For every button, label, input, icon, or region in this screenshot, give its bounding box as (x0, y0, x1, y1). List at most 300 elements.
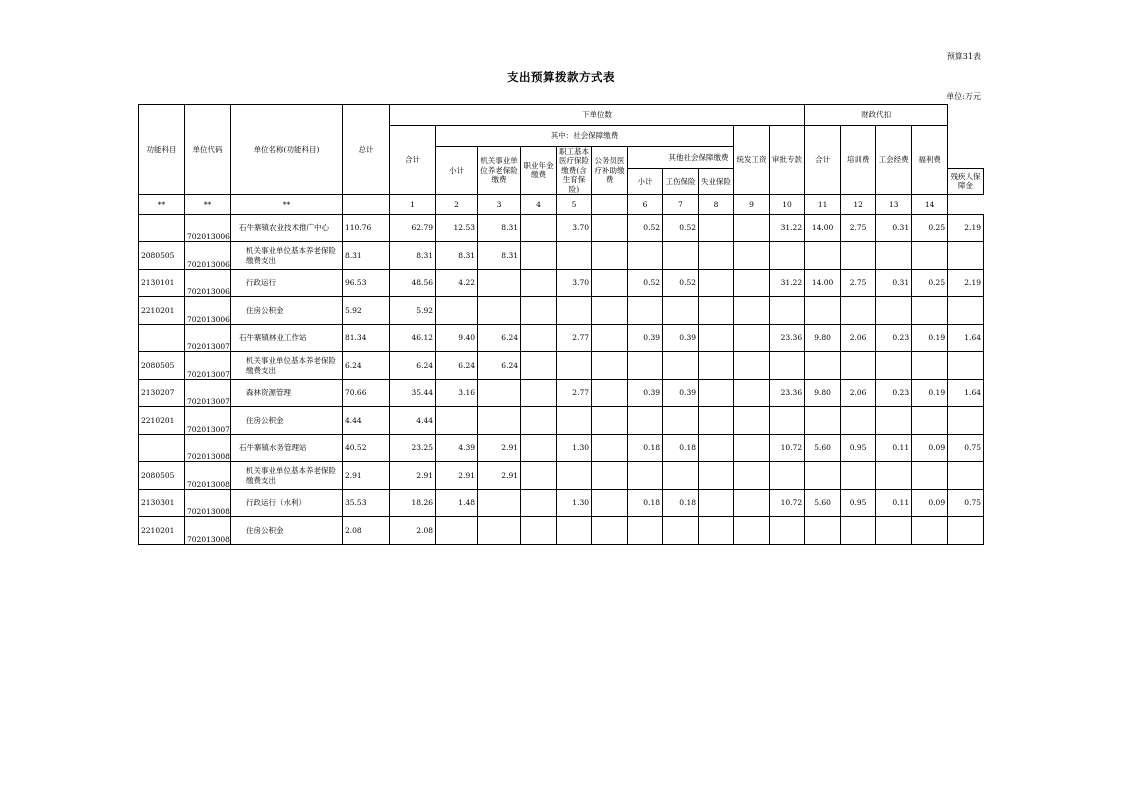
training-cell: 0.31 (876, 269, 912, 297)
medical-cell: 1.30 (557, 434, 592, 462)
header-other-subtotal: 小计 (628, 168, 663, 194)
injury-cell (663, 462, 699, 490)
func-subject-cell: 2210201 (139, 517, 185, 545)
unit-name-cell: 住房公积金 (231, 407, 343, 435)
other-subtotal-cell: 0.39 (628, 324, 663, 352)
union-fee-cell: 0.25 (912, 214, 948, 242)
unemployment-cell (699, 379, 734, 407)
index-cell: ** (185, 194, 231, 214)
civil-medical-cell (592, 407, 628, 435)
annuity-cell (521, 434, 557, 462)
subtotal-cell: 18.26 (390, 489, 436, 517)
injury-cell (663, 297, 699, 325)
pension-cell (478, 269, 521, 297)
unified-wage-cell: 10.72 (770, 434, 805, 462)
fiscal-subtotal-cell (841, 297, 876, 325)
ss-subtotal-cell: 4.39 (436, 434, 478, 462)
disability-cell (734, 434, 770, 462)
annuity-cell (521, 517, 557, 545)
training-cell: 0.23 (876, 324, 912, 352)
unit-code-cell: 702013008 (185, 434, 231, 462)
unemployment-cell (699, 242, 734, 270)
injury-cell: 0.52 (663, 269, 699, 297)
welfare-cell (948, 517, 984, 545)
welfare-cell: 1.64 (948, 324, 984, 352)
table-body (139, 194, 984, 544)
unified-wage-cell (770, 407, 805, 435)
func-subject-cell: 2210201 (139, 297, 185, 325)
medical-cell (557, 297, 592, 325)
approved-fund-cell (805, 242, 841, 270)
unit-name-cell: 行政运行（水利） (231, 489, 343, 517)
pension-cell (478, 379, 521, 407)
table-row (139, 242, 984, 270)
ss-subtotal-cell: 6.24 (436, 352, 478, 380)
unit-code-cell: 702013006 (185, 214, 231, 242)
fiscal-subtotal-cell: 2.06 (841, 379, 876, 407)
approved-fund-cell (805, 352, 841, 380)
unemployment-cell (699, 407, 734, 435)
civil-medical-cell (592, 324, 628, 352)
header-ss-subtotal: 小计 (436, 147, 478, 195)
unemployment-cell (699, 517, 734, 545)
index-cell: 11 (805, 194, 841, 214)
index-cell: 1 (390, 194, 436, 214)
total-cell: 96.53 (343, 269, 390, 297)
header-pension: 机关事业单位养老保险缴费 (478, 147, 521, 195)
disability-cell (734, 242, 770, 270)
unified-wage-cell: 23.36 (770, 324, 805, 352)
injury-cell (663, 352, 699, 380)
welfare-cell: 1.64 (948, 379, 984, 407)
document-id: 预算31表 (946, 52, 981, 61)
unemployment-cell (699, 462, 734, 490)
header-disability: 残疾人保障金 (948, 168, 984, 194)
subtotal-cell: 46.12 (390, 324, 436, 352)
welfare-cell (948, 297, 984, 325)
civil-medical-cell (592, 462, 628, 490)
approved-fund-cell (805, 407, 841, 435)
subtotal-cell: 5.92 (390, 297, 436, 325)
total-cell: 8.31 (343, 242, 390, 270)
header-annuity: 职业年金缴费 (521, 147, 557, 195)
union-fee-cell: 0.19 (912, 324, 948, 352)
other-subtotal-cell (628, 352, 663, 380)
approved-fund-cell: 5.60 (805, 489, 841, 517)
subtotal-cell: 23.25 (390, 434, 436, 462)
unemployment-cell (699, 489, 734, 517)
header-unified-wage: 统发工资 (734, 126, 770, 195)
header-lower-unit: 下单位数 (390, 105, 805, 126)
training-cell: 0.23 (876, 379, 912, 407)
other-subtotal-cell: 0.52 (628, 269, 663, 297)
func-subject-cell: 2130301 (139, 489, 185, 517)
unified-wage-cell: 31.22 (770, 214, 805, 242)
injury-cell (663, 407, 699, 435)
table-row (139, 324, 984, 352)
annuity-cell (521, 242, 557, 270)
pension-cell (478, 489, 521, 517)
table-row (139, 379, 984, 407)
unemployment-cell (699, 269, 734, 297)
other-subtotal-cell: 0.18 (628, 434, 663, 462)
table-row (139, 517, 984, 545)
header-social-security: 其中：社会保障缴费 (436, 126, 734, 147)
disability-cell (734, 462, 770, 490)
pension-cell (478, 297, 521, 325)
other-subtotal-cell: 0.39 (628, 379, 663, 407)
total-cell: 2.91 (343, 462, 390, 490)
welfare-cell: 2.19 (948, 269, 984, 297)
union-fee-cell (912, 297, 948, 325)
ss-subtotal-cell: 4.22 (436, 269, 478, 297)
unit-code-cell: 702013007 (185, 407, 231, 435)
disability-cell (734, 324, 770, 352)
ss-subtotal-cell (436, 517, 478, 545)
injury-cell: 0.18 (663, 434, 699, 462)
pension-cell (478, 407, 521, 435)
unemployment-cell (699, 352, 734, 380)
welfare-cell: 2.19 (948, 214, 984, 242)
unit-code-cell: 702013007 (185, 352, 231, 380)
annuity-cell (521, 214, 557, 242)
fiscal-subtotal-cell (841, 462, 876, 490)
medical-cell: 2.77 (557, 379, 592, 407)
total-cell: 35.53 (343, 489, 390, 517)
unit-code-cell: 702013008 (185, 489, 231, 517)
medical-cell (557, 352, 592, 380)
unified-wage-cell: 23.36 (770, 379, 805, 407)
index-cell: 5 (557, 194, 592, 214)
func-subject-cell (139, 214, 185, 242)
page-title: 支出预算拨款方式表 (507, 70, 615, 84)
unit-code-cell: 702013008 (185, 517, 231, 545)
pension-cell: 2.91 (478, 462, 521, 490)
unified-wage-cell: 31.22 (770, 269, 805, 297)
unit-name-cell: 住房公积金 (231, 517, 343, 545)
header-unemployment: 失业保险 (699, 168, 734, 194)
index-cell: ** (139, 194, 185, 214)
table-row (139, 297, 984, 325)
training-cell (876, 462, 912, 490)
fiscal-subtotal-cell: 2.75 (841, 214, 876, 242)
func-subject-cell: 2130207 (139, 379, 185, 407)
header-medical: 职工基本医疗保险缴费(含生育保险) (557, 147, 592, 195)
unified-wage-cell (770, 462, 805, 490)
medical-cell (557, 462, 592, 490)
disability-cell (734, 489, 770, 517)
training-cell (876, 407, 912, 435)
injury-cell: 0.52 (663, 214, 699, 242)
total-cell: 110.76 (343, 214, 390, 242)
subtotal-cell: 2.91 (390, 462, 436, 490)
disability-cell (734, 517, 770, 545)
pension-cell: 6.24 (478, 352, 521, 380)
unified-wage-cell (770, 242, 805, 270)
unit-code-cell: 702013008 (185, 462, 231, 490)
total-cell: 40.52 (343, 434, 390, 462)
budget-table (138, 104, 984, 545)
fiscal-subtotal-cell: 2.06 (841, 324, 876, 352)
approved-fund-cell: 9.80 (805, 379, 841, 407)
header-training: 培训费 (841, 126, 876, 195)
injury-cell: 0.18 (663, 489, 699, 517)
unit-code-cell: 702013006 (185, 297, 231, 325)
fiscal-subtotal-cell (841, 352, 876, 380)
fiscal-subtotal-cell (841, 517, 876, 545)
header-unit-code: 单位代码 (185, 105, 231, 195)
civil-medical-cell (592, 517, 628, 545)
index-cell: 13 (876, 194, 912, 214)
subtotal-cell: 62.79 (390, 214, 436, 242)
fiscal-subtotal-cell (841, 242, 876, 270)
other-subtotal-cell (628, 242, 663, 270)
union-fee-cell (912, 352, 948, 380)
civil-medical-cell (592, 352, 628, 380)
unit-code-cell: 702013007 (185, 324, 231, 352)
unemployment-cell (699, 434, 734, 462)
union-fee-cell: 0.25 (912, 269, 948, 297)
annuity-cell (521, 489, 557, 517)
total-cell: 5.92 (343, 297, 390, 325)
header-unit-name: 单位名称(功能科目) (231, 105, 343, 195)
fiscal-subtotal-cell (841, 407, 876, 435)
annuity-cell (521, 407, 557, 435)
unit-name-cell: 石牛寨镇水务管理站 (231, 434, 343, 462)
subtotal-cell: 4.44 (390, 407, 436, 435)
header-union-fee: 工会经费 (876, 126, 912, 195)
disability-cell (734, 297, 770, 325)
unit-name-cell: 森林资源管理 (231, 379, 343, 407)
unit-code-cell: 702013006 (185, 269, 231, 297)
subtotal-cell: 8.31 (390, 242, 436, 270)
training-cell (876, 352, 912, 380)
annuity-cell (521, 297, 557, 325)
total-cell: 70.66 (343, 379, 390, 407)
header-fiscal-deduct: 财政代扣 (805, 105, 948, 126)
pension-cell (478, 517, 521, 545)
medical-cell: 3.70 (557, 269, 592, 297)
injury-cell: 0.39 (663, 324, 699, 352)
unit-name-cell: 石牛寨镇农业技术推广中心 (231, 214, 343, 242)
header-func-subject: 功能科目 (139, 105, 185, 195)
ss-subtotal-cell: 9.40 (436, 324, 478, 352)
index-cell: 4 (521, 194, 557, 214)
unit-name-cell: 机关事业单位基本养老保险缴费支出 (231, 462, 343, 490)
unit-name-cell: 石牛寨镇林业工作站 (231, 324, 343, 352)
func-subject-cell (139, 324, 185, 352)
pension-cell: 8.31 (478, 214, 521, 242)
unit-name-cell: 机关事业单位基本养老保险缴费支出 (231, 242, 343, 270)
civil-medical-cell (592, 434, 628, 462)
training-cell: 0.11 (876, 434, 912, 462)
header-subtotal: 合计 (390, 126, 436, 195)
func-subject-cell: 2130101 (139, 269, 185, 297)
medical-cell (557, 407, 592, 435)
disability-cell (734, 407, 770, 435)
civil-medical-cell (592, 242, 628, 270)
header-welfare: 福利费 (912, 126, 948, 195)
subtotal-cell: 2.08 (390, 517, 436, 545)
annuity-cell (521, 324, 557, 352)
index-cell (343, 194, 390, 214)
medical-cell: 3.70 (557, 214, 592, 242)
table-header (139, 105, 984, 195)
approved-fund-cell (805, 297, 841, 325)
civil-medical-cell (592, 489, 628, 517)
index-cell: 3 (478, 194, 521, 214)
training-cell: 0.11 (876, 489, 912, 517)
unemployment-cell (699, 214, 734, 242)
union-fee-cell: 0.19 (912, 379, 948, 407)
ss-subtotal-cell: 12.53 (436, 214, 478, 242)
func-subject-cell: 2080505 (139, 242, 185, 270)
disability-cell (734, 269, 770, 297)
injury-cell: 0.39 (663, 379, 699, 407)
subtotal-cell: 35.44 (390, 379, 436, 407)
index-cell: 2 (436, 194, 478, 214)
unit-name-cell: 机关事业单位基本养老保险缴费支出 (231, 352, 343, 380)
total-cell: 2.08 (343, 517, 390, 545)
func-subject-cell: 2080505 (139, 462, 185, 490)
annuity-cell (521, 269, 557, 297)
pension-cell: 2.91 (478, 434, 521, 462)
disability-cell (734, 214, 770, 242)
func-subject-cell (139, 434, 185, 462)
index-cell: 6 (628, 194, 663, 214)
ss-subtotal-cell (436, 407, 478, 435)
unit-label: 单位:万元 (946, 92, 981, 101)
func-subject-cell: 2080505 (139, 352, 185, 380)
header-approved-fund: 审批专款 (770, 126, 805, 195)
welfare-cell: 0.75 (948, 489, 984, 517)
index-cell: 7 (663, 194, 699, 214)
welfare-cell (948, 352, 984, 380)
ss-subtotal-cell: 2.91 (436, 462, 478, 490)
unified-wage-cell (770, 517, 805, 545)
approved-fund-cell: 9.80 (805, 324, 841, 352)
unit-code-cell: 702013006 (185, 242, 231, 270)
unified-wage-cell (770, 297, 805, 325)
approved-fund-cell: 14.00 (805, 214, 841, 242)
header-civil-medical: 公务员医疗补助缴费 (592, 147, 628, 195)
header-fiscal-subtotal: 合计 (805, 126, 841, 195)
ss-subtotal-cell: 8.31 (436, 242, 478, 270)
header-injury: 工伤保险 (663, 168, 699, 194)
index-cell: 8 (699, 194, 734, 214)
union-fee-cell: 0.09 (912, 434, 948, 462)
ss-subtotal-cell: 1.48 (436, 489, 478, 517)
civil-medical-cell (592, 297, 628, 325)
disability-cell (734, 379, 770, 407)
other-subtotal-cell: 0.18 (628, 489, 663, 517)
header-total: 总计 (343, 105, 390, 195)
index-cell: 9 (734, 194, 770, 214)
approved-fund-cell (805, 462, 841, 490)
annuity-cell (521, 379, 557, 407)
medical-cell: 1.30 (557, 489, 592, 517)
fiscal-subtotal-cell: 2.75 (841, 269, 876, 297)
annuity-cell (521, 352, 557, 380)
table-row (139, 407, 984, 435)
medical-cell: 2.77 (557, 324, 592, 352)
union-fee-cell (912, 462, 948, 490)
welfare-cell (948, 242, 984, 270)
table-row (139, 434, 984, 462)
subtotal-cell: 48.56 (390, 269, 436, 297)
approved-fund-cell: 14.00 (805, 269, 841, 297)
unified-wage-cell (770, 352, 805, 380)
table-row (139, 214, 984, 242)
other-subtotal-cell (628, 462, 663, 490)
ss-subtotal-cell: 3.16 (436, 379, 478, 407)
total-cell: 6.24 (343, 352, 390, 380)
table-row (139, 269, 984, 297)
approved-fund-cell (805, 517, 841, 545)
welfare-cell (948, 462, 984, 490)
welfare-cell (948, 407, 984, 435)
fiscal-subtotal-cell: 0.95 (841, 434, 876, 462)
welfare-cell: 0.75 (948, 434, 984, 462)
union-fee-cell: 0.09 (912, 489, 948, 517)
training-cell: 0.31 (876, 214, 912, 242)
unemployment-cell (699, 324, 734, 352)
index-cell: ** (231, 194, 343, 214)
unified-wage-cell: 10.72 (770, 489, 805, 517)
unit-name-cell: 住房公积金 (231, 297, 343, 325)
table-row (139, 462, 984, 490)
subtotal-cell: 6.24 (390, 352, 436, 380)
medical-cell (557, 517, 592, 545)
other-subtotal-cell (628, 407, 663, 435)
training-cell (876, 242, 912, 270)
medical-cell (557, 242, 592, 270)
unemployment-cell (699, 297, 734, 325)
civil-medical-cell (592, 269, 628, 297)
annuity-cell (521, 462, 557, 490)
other-subtotal-cell (628, 517, 663, 545)
injury-cell (663, 517, 699, 545)
index-cell (592, 194, 628, 214)
header-other-ss: 其他社会保障缴费 (628, 147, 770, 169)
training-cell (876, 297, 912, 325)
total-cell: 81.34 (343, 324, 390, 352)
table-row (139, 489, 984, 517)
ss-subtotal-cell (436, 297, 478, 325)
pension-cell: 6.24 (478, 324, 521, 352)
approved-fund-cell: 5.60 (805, 434, 841, 462)
table-row (139, 352, 984, 380)
index-cell: 12 (841, 194, 876, 214)
unit-code-cell: 702013007 (185, 379, 231, 407)
disability-cell (734, 352, 770, 380)
civil-medical-cell (592, 379, 628, 407)
func-subject-cell: 2210201 (139, 407, 185, 435)
injury-cell (663, 242, 699, 270)
pension-cell: 8.31 (478, 242, 521, 270)
fiscal-subtotal-cell: 0.95 (841, 489, 876, 517)
union-fee-cell (912, 242, 948, 270)
other-subtotal-cell: 0.52 (628, 214, 663, 242)
union-fee-cell (912, 517, 948, 545)
union-fee-cell (912, 407, 948, 435)
index-cell: 10 (770, 194, 805, 214)
civil-medical-cell (592, 214, 628, 242)
index-row (139, 194, 984, 214)
other-subtotal-cell (628, 297, 663, 325)
training-cell (876, 517, 912, 545)
index-cell: 14 (912, 194, 948, 214)
